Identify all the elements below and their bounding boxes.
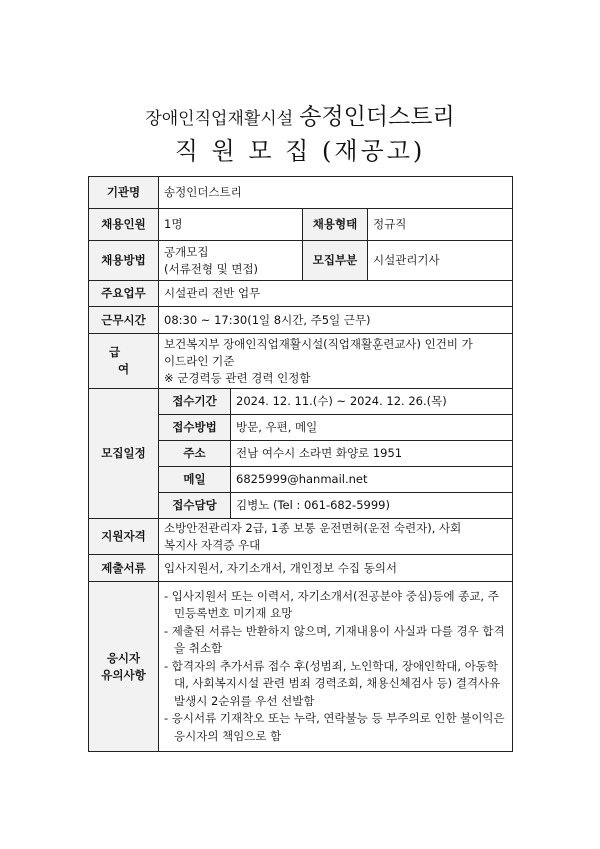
note-item: - 합격자의 추가서류 접수 후(성범죄, 노인학대, 장애인학대, 아동학대, 사회복지시설 관련 범죄 경력조회, 채용신체검사 등) 결격사유 발생시 2순위를 우선 선발함 xyxy=(164,658,501,708)
qualification-line-1: 소방안전관리자 2급, 1종 보통 운전면허(운전 숙련자), 사회 xyxy=(164,520,462,535)
address-label: 주소 xyxy=(159,441,231,467)
method-value xyxy=(159,241,303,281)
method-line-2: (서류전형 및 면접) xyxy=(164,261,259,276)
qualification-line-2: 복지사 자격증 우대 xyxy=(164,537,261,552)
contact-value: 김병노 (Tel : 061-682-5999) xyxy=(231,493,513,519)
row-schedule-period xyxy=(89,389,513,415)
org-name-text: 송정인더스트리 xyxy=(299,104,455,130)
row-notes xyxy=(89,582,513,752)
notes-label xyxy=(89,582,159,752)
channel-value: 방문, 우편, 메일 xyxy=(231,415,513,441)
employment-type-label: 채용형태 xyxy=(303,209,368,241)
method-line-1: 공개모집 xyxy=(164,244,209,259)
document-title: 직 원 모 집 (재공고) xyxy=(174,137,426,165)
row-salary xyxy=(89,334,513,389)
notes-label-line-1: 응시자 xyxy=(106,650,141,665)
row-headcount xyxy=(89,209,513,241)
document-subtitle xyxy=(0,98,600,131)
schedule-label: 모집일정 xyxy=(89,389,159,519)
address-value: 전남 여수시 소라면 화양로 1951 xyxy=(231,441,513,467)
headcount-value: 1명 xyxy=(159,209,303,241)
documents-label: 제출서류 xyxy=(89,555,159,582)
qualification-label: 지원자격 xyxy=(89,519,159,555)
headcount-label: 채용인원 xyxy=(89,209,159,241)
method-label: 채용방법 xyxy=(89,241,159,281)
recruitment-table xyxy=(88,176,513,752)
agency-label: 기관명 xyxy=(89,177,159,209)
duties-label: 주요업무 xyxy=(89,281,159,307)
field-label: 모집부분 xyxy=(303,241,368,281)
note-item: - 응시서류 기재착오 또는 누락, 연락불능 등 부주의로 인한 불이익은 응시자의 책임으로 함 xyxy=(164,711,505,743)
hours-value: 08:30 ~ 17:30(1일 8시간, 주5일 근무) xyxy=(159,307,513,334)
qualification-value xyxy=(159,519,513,555)
email-value: 6825999@hanmail.net xyxy=(231,467,513,493)
note-item: - 입사지원서 또는 이력서, 자기소개서(전공분야 중심)등에 종교, 주민등록번호 미기재 요망 xyxy=(164,588,499,621)
period-label: 접수기간 xyxy=(159,389,231,415)
salary-label: 급 여 xyxy=(89,334,159,389)
agency-value: 송정인더스트리 xyxy=(159,177,513,209)
row-duties xyxy=(89,281,513,307)
salary-value xyxy=(159,334,513,389)
row-qualification xyxy=(89,519,513,555)
salary-line-2: 이드라인 기준 xyxy=(164,353,235,368)
contact-label: 접수담당 xyxy=(159,493,231,519)
documents-value: 입사지원서, 자기소개서, 개인정보 수집 동의서 xyxy=(159,555,513,582)
channel-label: 접수방법 xyxy=(159,415,231,441)
salary-line-1: 보건복지부 장애인직업재활시설(직업재활훈련교사) 인건비 가 xyxy=(164,336,473,351)
hours-label: 근무시간 xyxy=(89,307,159,334)
row-hours xyxy=(89,307,513,334)
row-documents xyxy=(89,555,513,582)
notes-value xyxy=(159,582,513,752)
note-item: - 제출된 서류는 반환하지 않으며, 기재내용이 사실과 다를 경우 합격을 취소함 xyxy=(164,623,505,656)
period-value: 2024. 12. 11.(수) ~ 2024. 12. 26.(목) xyxy=(231,389,513,415)
email-label: 메일 xyxy=(159,467,231,493)
duties-value: 시설관리 전반 업무 xyxy=(159,281,513,307)
org-type-text: 장애인직업재활시설 xyxy=(145,109,294,129)
field-value: 시설관리기사 xyxy=(368,241,513,281)
employment-type-value: 정규직 xyxy=(368,209,513,241)
notes-label-line-2: 유의사항 xyxy=(101,667,146,682)
row-method xyxy=(89,241,513,281)
row-agency xyxy=(89,177,513,209)
salary-line-3: ※ 군경력등 관련 경력 인정함 xyxy=(164,370,311,385)
